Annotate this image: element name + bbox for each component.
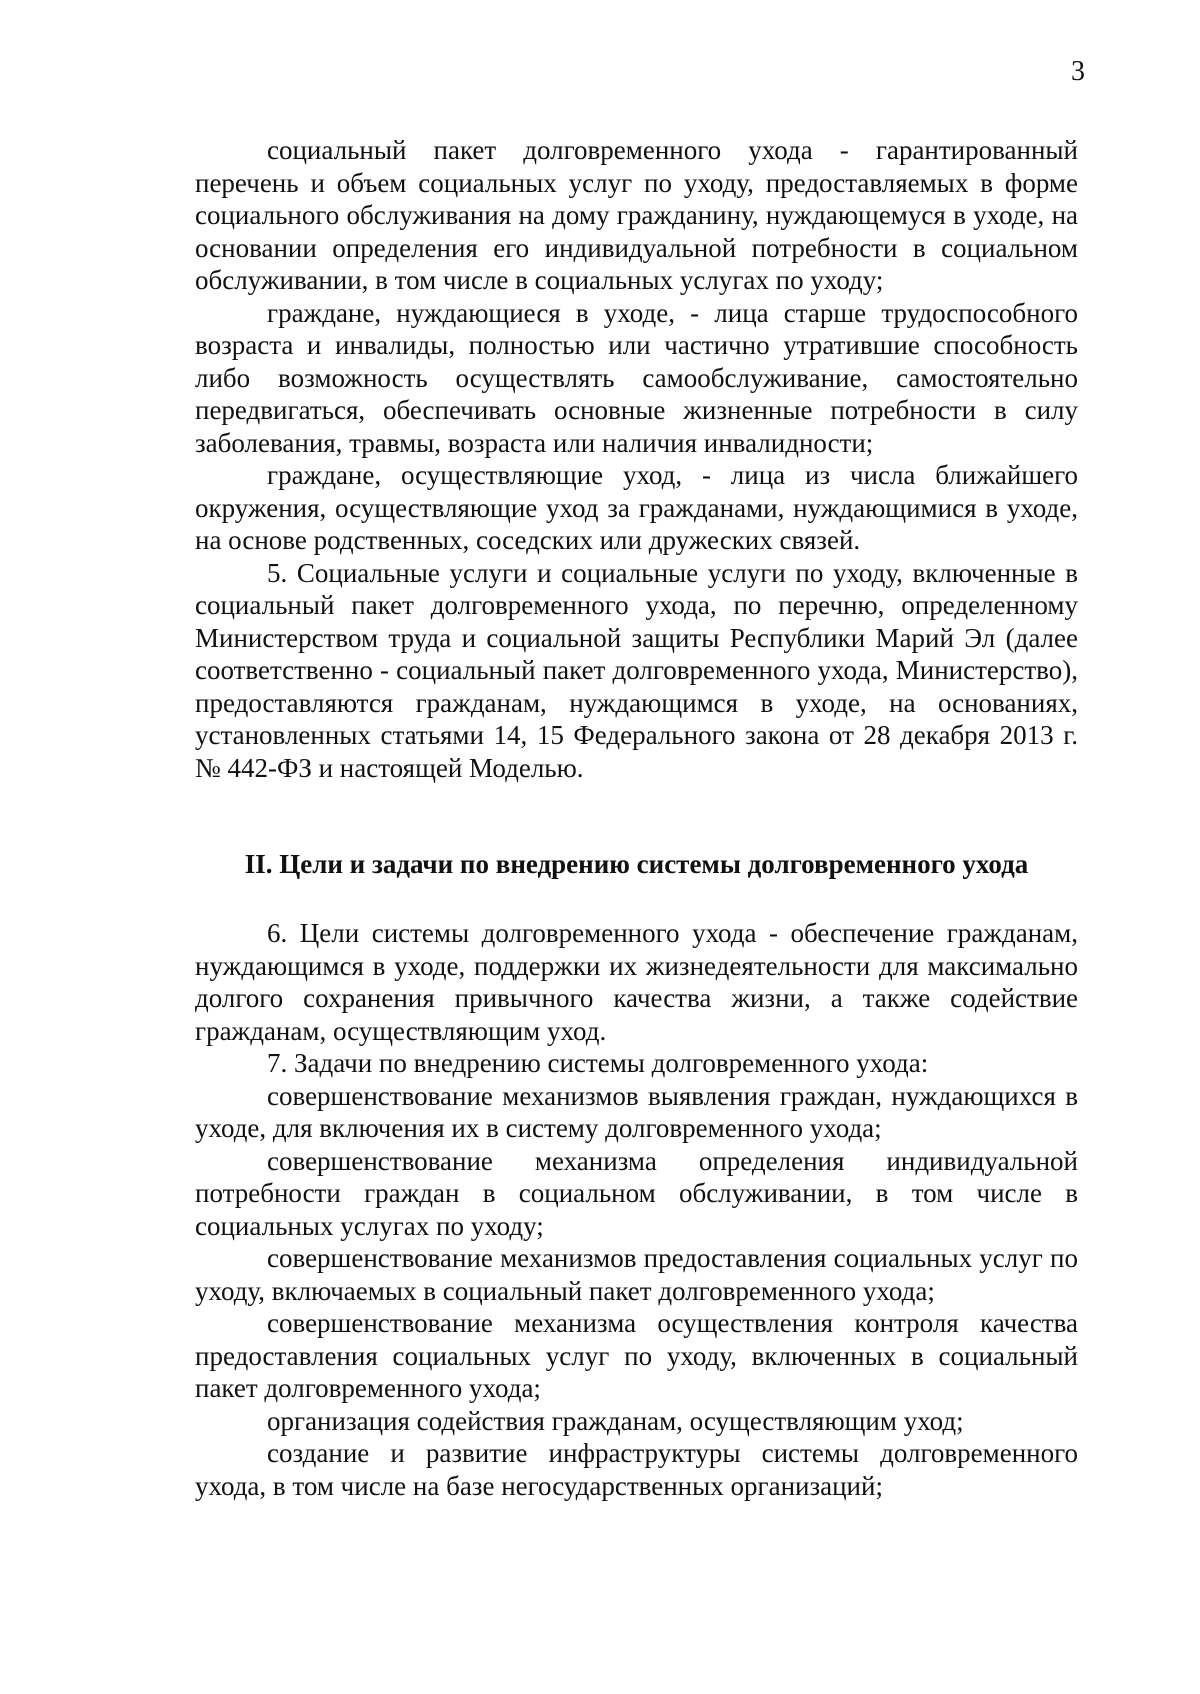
document-body-bottom bbox=[195, 917, 1078, 1502]
list-item-task: совершенствование механизмов выявления граждан, нуждающихся в уходе, для включения их в систему долговременного ухода; bbox=[195, 1080, 1078, 1143]
paragraph-item-6: 6. Цели системы долговременного ухода - обеспечение гражданам, нуждающимся в уходе, поддержки их жизнедеятельности для максимально долгого сохранения привычного качества жизни, а также содействие гражданам, осуществляющим уход. bbox=[195, 918, 1078, 1046]
list-item-task: совершенствование механизма осуществления контроля качества предоставления социальных услуг по уходу, включенных в социальный пакет долговременного ухода; bbox=[195, 1308, 1078, 1403]
list-item-task: совершенствование механизмов предоставления социальных услуг по уходу, включаемых в социальный пакет долговременного ухода; bbox=[195, 1243, 1078, 1306]
paragraph-citizens-needing-care-definition: граждане, нуждающиеся в уходе, - лица старше трудоспособного возраста и инвалиды, полностью или частично утратившие способность либо возможность осуществлять самообслуживание, самостоятельно передвигаться, обеспечивать основные жизненные потребности в силу заболевания, травмы, возраста или наличия инвалидности; bbox=[195, 297, 1078, 458]
paragraph-item-7: 7. Задачи по внедрению системы долговременного ухода: bbox=[267, 1048, 929, 1078]
list-item-task: совершенствование механизма определения индивидуальной потребности граждан в социальном обслуживании, в том числе в социальных услугах по уходу; bbox=[195, 1145, 1078, 1241]
page-number: 3 bbox=[1071, 56, 1085, 87]
list-item-task: организация содействия гражданам, осуществляющим уход; bbox=[267, 1405, 964, 1436]
section-heading: II. Цели и задачи по внедрению системы долговременного ухода bbox=[244, 849, 1029, 879]
document-body-top bbox=[195, 134, 1078, 784]
paragraph-item-5: 5. Социальные услуги и социальные услуги по уходу, включенные в социальный пакет долговременного ухода, по перечню, определенному Министерством труда и социальной защиты Республики Марий Эл (далее соответственно - социальный пакет долговременного ухода, Министерство), предоставляются гражданам, нуждающимся в уходе, на основаниях, установленных статьями 14, 15 Федерального закона от 28 декабря 2013 г. № 442-ФЗ и настоящей Моделью. bbox=[195, 557, 1078, 783]
paragraph-social-package-definition: социальный пакет долговременного ухода - гарантированный перечень и объем социальных услуг по уходу, предоставляемых в форме социального обслуживания на дому гражданину, нуждающемуся в уходе, на основании определения его индивидуальной потребности в социальном обслуживании, в том числе в социальных услугах по уходу; bbox=[195, 135, 1078, 295]
list-item-task: создание и развитие инфраструктуры системы долговременного ухода, в том числе на базе негосударственных организаций; bbox=[195, 1438, 1078, 1501]
paragraph-caregivers-definition: граждане, осуществляющие уход, - лица из числа ближайшего окружения, осуществляющие уход за гражданами, нуждающимися в уходе, на основе родственных, соседских или дружеских связей. bbox=[195, 460, 1078, 555]
